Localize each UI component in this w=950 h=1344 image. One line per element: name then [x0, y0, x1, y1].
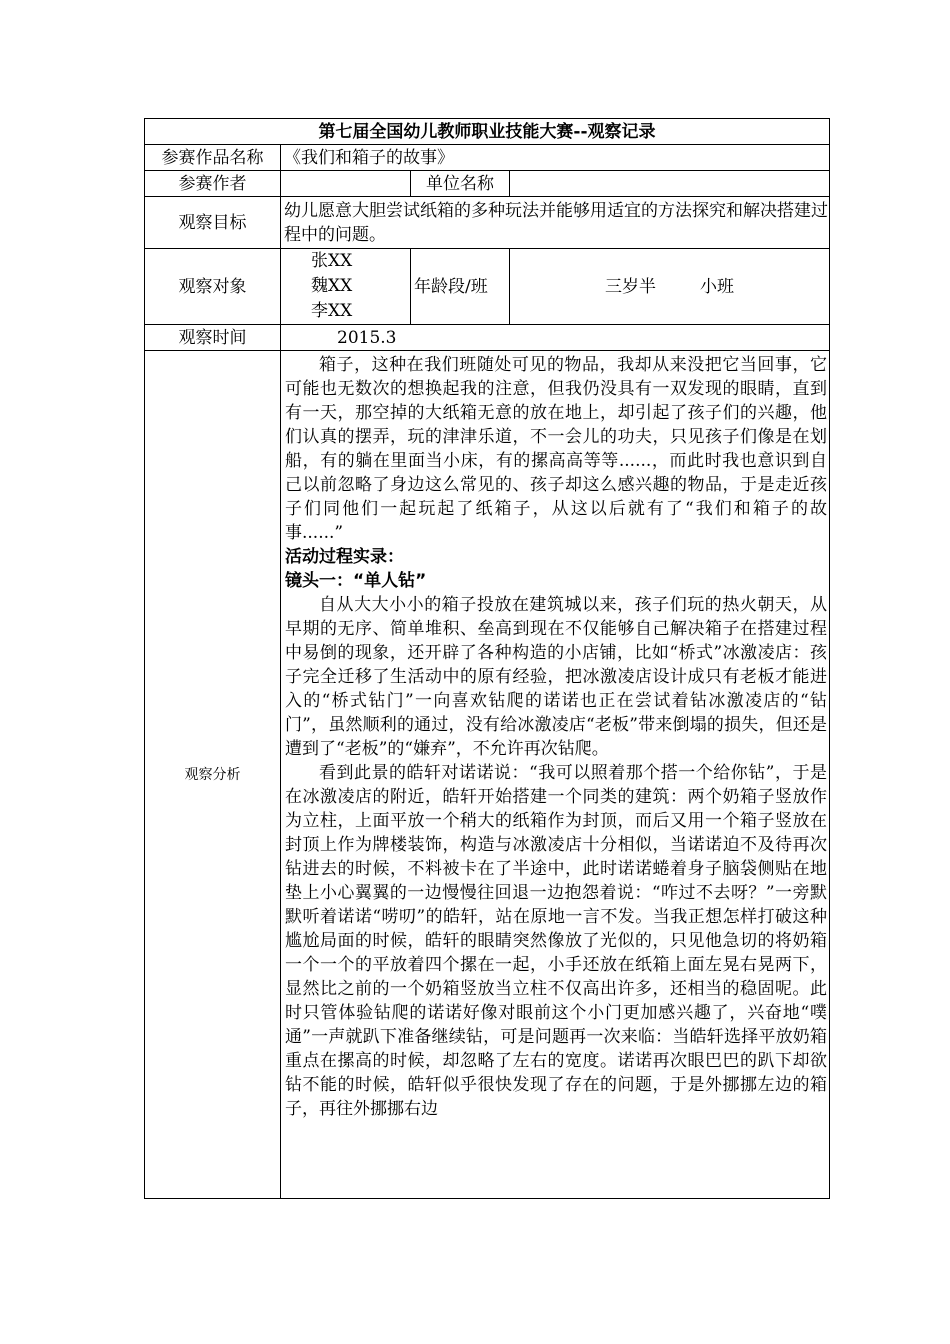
time-value: 2015.3 [281, 325, 830, 351]
author-row [145, 171, 830, 197]
subject-names [281, 249, 411, 325]
goal-value: 幼儿愿意大胆尝试纸箱的多种玩法并能够用适宜的方法探究和解决搭建过程中的问题。 [281, 197, 830, 249]
subject-name: 李XX [311, 301, 353, 321]
analysis-content [281, 351, 830, 1199]
analysis-intro: 箱子，这种在我们班随处可见的物品，我却从来没把它当回事，它可能也无数次的想换起我的注意，但我仍没具有一双发现的眼睛，直到有一天，那空掉的大纸箱无意的放在地上，却引起了孩子们的兴趣，他们认真的摆弄，玩的津津乐道，不一会儿的功夫，只见孩子们像是在划船，有的躺在里面当小床，有的摞高高等等......，而此时我也意识到自己以前忽略了身边这么常见的、孩子却这么感兴趣的物品，于是走近孩子们同他们一起玩起了纸箱子，从这以后就有了“我们和箱子的故事......” [285, 355, 827, 543]
author-label: 参赛作者 [145, 171, 281, 197]
subject-name: 张XX [311, 251, 353, 271]
work-name-row [145, 145, 830, 171]
subject-label: 观察对象 [145, 249, 281, 325]
subject-row [145, 249, 830, 325]
analysis-label: 观察分析 [145, 351, 281, 1199]
title-row [145, 119, 830, 145]
goal-label: 观察目标 [145, 197, 281, 249]
analysis-heading-process: 活动过程实录： [285, 547, 404, 567]
age-class-value [510, 249, 830, 325]
analysis-paragraph: 自从大大小小的箱子投放在建筑城以来，孩子们玩的热火朝天，从早期的无序、简单堆积、垒高到现在不仅能够自己解决箱子在搭建过程中易倒的现象，还开辟了各种构造的小店铺，比如“桥式”冰激凌店：孩子完全迁移了生活动中的原有经验，把冰激凌店设计成只有老板才能进入的“桥式钻门”一向喜欢钻爬的诺诺也正在尝试着钻冰激凌店的“钻门”，虽然顺利的通过，没有给冰激凌店“老板”带来倒塌的损失，但还是遭到了“老板”的“嫌弃”，不允许再次钻爬。 [285, 595, 827, 759]
unit-label: 单位名称 [411, 171, 510, 197]
analysis-paragraph: 看到此景的皓轩对诺诺说：“我可以照着那个搭一个给你钻”，于是在冰激凌店的附近，皓轩开始搭建一个同类的建筑：两个奶箱子竖放作为立柱，上面平放一个稍大的纸箱作为封顶，而后又用一个箱子竖放在封顶上作为牌楼装饰，构造与冰激凌店十分相似，当诺诺迫不及待再次钻进去的时候，不料被卡在了半途中，此时诺诺蜷着身子脑袋侧贴在地垫上小心翼翼的一边慢慢往回退一边抱怨着说：“咋过不去呀？”一旁默默听着诺诺“唠叨”的皓轩，站在原地一言不发。当我正想怎样打破这种尴尬局面的时候，皓轩的眼睛突然像放了光似的，只见他急切的将奶箱一个一个的平放着四个摞在一起，小手还放在纸箱上面左晃右晃两下，显然比之前的一个奶箱竖放当立柱不仅高出许多，还相当的稳固呢。此时只管体验钻爬的诺诺好像对眼前这个小门更加感兴趣了，兴奋地“噗通”一声就趴下准备继续钻，可是问题再一次来临：当皓轩选择平放奶箱重点在摞高的时候，却忽略了左右的宽度。诺诺再次眼巴巴的趴下却欲钻不能的时候，皓轩似乎很快发现了存在的问题，于是外挪挪左边的箱子，再往外挪挪右边 [285, 763, 827, 1119]
unit-value [510, 171, 830, 197]
analysis-row [145, 351, 830, 1199]
subject-name: 魏XX [311, 276, 353, 296]
work-name-value: 《我们和箱子的故事》 [281, 145, 830, 171]
work-name-label: 参赛作品名称 [145, 145, 281, 171]
class-value: 小班 [700, 276, 734, 297]
author-value [281, 171, 411, 197]
time-label: 观察时间 [145, 325, 281, 351]
age-value: 三岁半 [605, 276, 656, 297]
record-title: 第七届全国幼儿教师职业技能大赛--观察记录 [145, 119, 830, 145]
observation-record-table [144, 118, 830, 1199]
goal-row [145, 197, 830, 249]
time-row [145, 325, 830, 351]
age-label: 年龄段/班 [411, 249, 510, 325]
analysis-heading-scene-one: 镜头一：“单人钻” [285, 571, 427, 591]
